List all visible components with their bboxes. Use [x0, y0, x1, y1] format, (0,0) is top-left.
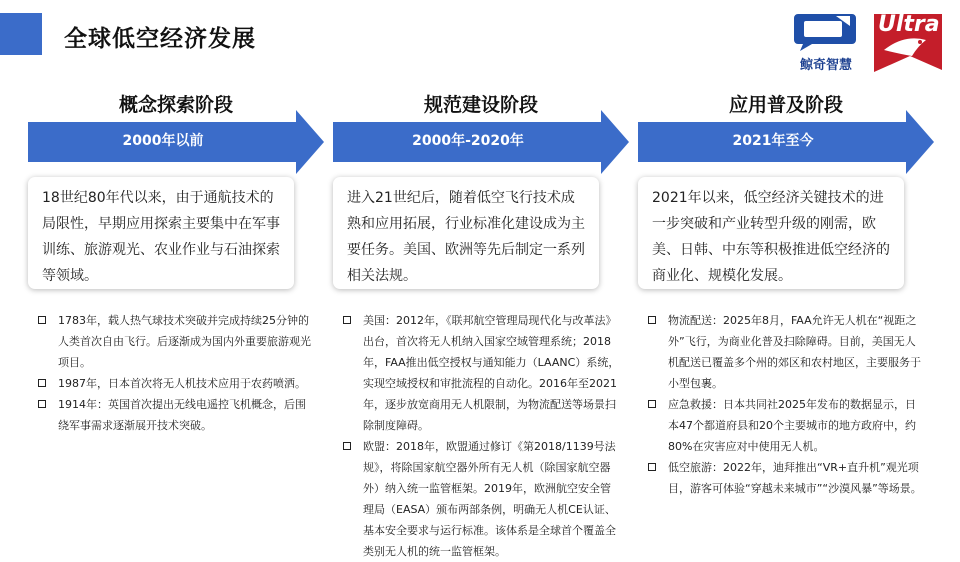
stage-events-list	[648, 310, 926, 499]
stage-events-list	[38, 310, 316, 436]
bullet-square-icon	[343, 442, 351, 450]
stage-standardization	[333, 90, 629, 558]
list-item	[38, 394, 316, 436]
event-text: 1914年：英国首次提出无线电遥控飞机概念，后围绕军事需求逐渐展开技术突破。	[58, 398, 306, 432]
stage-title: 规范建设阶段	[423, 94, 538, 116]
list-item	[38, 310, 316, 373]
bullet-square-icon	[38, 400, 46, 408]
page-title: 全球低空经济发展	[64, 26, 256, 52]
list-item	[648, 457, 926, 499]
ultra-logo	[870, 10, 946, 76]
bullet-square-icon	[648, 463, 656, 471]
list-item	[38, 373, 316, 394]
event-text: 欧盟：2018年，欧盟通过修订《第2018/1139号法规》，将除国家航空器外所有无人机（除国家航空器外）纳入统一监管框架。2019年，欧洲航空安全管理局（EASA）颁布两部条例，明确无人机CE认证、基本安全要求与运行标准。该体系是全球首个覆盖全类别无人机的统一监管框架。	[363, 440, 616, 558]
bullet-square-icon	[38, 316, 46, 324]
jingqi-logo-icon	[792, 10, 858, 52]
stage-period: 2021年至今	[732, 133, 814, 149]
ultra-logo-text: Ultra	[878, 12, 940, 37]
title-accent-bar	[0, 13, 42, 55]
jingqi-logo-name: 鲸奇智慧	[799, 58, 852, 73]
bullet-square-icon	[343, 316, 351, 324]
bullet-square-icon	[648, 316, 656, 324]
event-text: 美国：2012年，《联邦航空管理局现代化与改革法》出台，首次将无人机纳入国家空域管理系统；2018年，FAA推出低空授权与通知能力（LAANC）系统，实现空域授权和审批流程的自动化。2016年至2021年，逐步放宽商用无人机限制，为物流配送等场景扫除制度障碍。	[363, 314, 620, 432]
bullet-square-icon	[648, 400, 656, 408]
event-text: 物流配送：2025年8月，FAA允许无人机在“视距之外”飞行，为商业化普及扫除障碍。目前，美国无人机配送已覆盖多个州的郊区和农村地区，主要服务于小型包裹。	[668, 314, 921, 390]
stage-concept	[28, 90, 324, 520]
jingqi-logo	[790, 10, 862, 72]
event-text: 低空旅游：2022年，迪拜推出“VR+直升机”观光项目，游客可体验“穿越未来城市”“沙漠风暴”等场景。	[668, 461, 922, 495]
stage-events-list	[343, 310, 621, 562]
stage-summary-card: 2021年以来，低空经济关键技术的进一步突破和产业转型升级的刚需，欧美、日韩、中东等积极推进低空经济的商业化、规模化发展。	[638, 177, 904, 289]
stage-period: 2000年-2020年	[412, 133, 524, 149]
list-item	[343, 310, 621, 436]
list-item	[648, 310, 926, 394]
stage-period: 2000年以前	[122, 133, 204, 149]
stage-adoption	[638, 90, 934, 520]
stage-title: 应用普及阶段	[728, 94, 843, 116]
list-item	[343, 436, 621, 562]
event-text: 1783年，载人热气球技术突破并完成持续25分钟的人类首次自由飞行。后逐渐成为国内外重要旅游观光项目。	[58, 314, 311, 369]
bullet-square-icon	[38, 379, 46, 387]
event-text: 应急救援：日本共同社2025年发布的数据显示，日本47个都道府县和20个主要城市的地方政府中，约80%在灾害应对中使用无人机。	[668, 398, 916, 453]
list-item	[648, 394, 926, 457]
stage-summary-card: 18世纪80年代以来，由于通航技术的局限性，早期应用探索主要集中在军事训练、旅游观光、农业作业与石油探索等领域。	[28, 177, 294, 289]
stage-summary-card: 进入21世纪后，随着低空飞行技术成熟和应用拓展，行业标准化建设成为主要任务。美国、欧洲等先后制定一系列相关法规。	[333, 177, 599, 289]
event-text: 1987年，日本首次将无人机技术应用于农药喷洒。	[58, 377, 306, 390]
stage-title: 概念探索阶段	[118, 94, 233, 116]
